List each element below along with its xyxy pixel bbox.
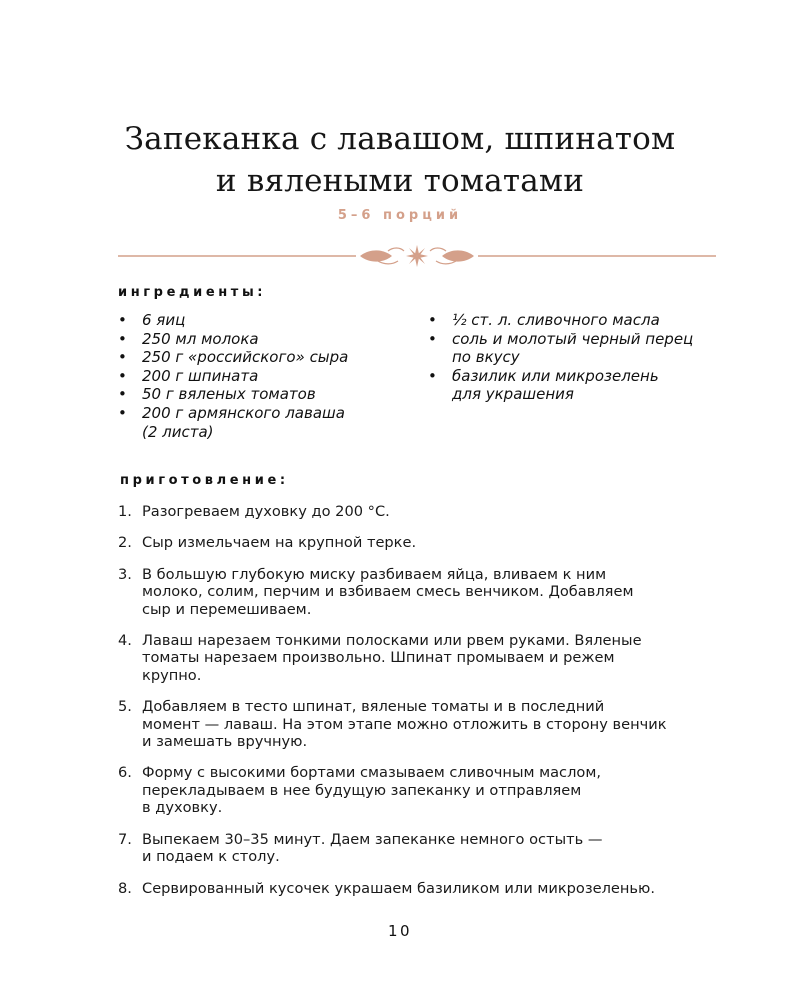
step-text-line: крупно.	[142, 666, 202, 684]
step-number: 2.	[118, 534, 132, 552]
preparation-step	[118, 880, 728, 897]
step-text-line: В большую глубокую миску разбиваем яйца, вливаем к ним	[142, 565, 607, 583]
bullet-icon: •	[118, 311, 127, 329]
preparation-step	[118, 566, 728, 618]
ingredient-item	[428, 367, 728, 404]
step-number: 8.	[118, 879, 132, 897]
ingredient-text-line: по вкусу	[452, 348, 520, 367]
bullet-icon: •	[118, 385, 127, 404]
ingredient-text-line: 200 г армянского лаваша	[142, 403, 345, 422]
step-number: 4.	[118, 632, 132, 650]
step-text-line: Разогреваем духовку до 200 °С.	[142, 503, 390, 520]
ingredient-item	[118, 367, 398, 386]
ingredient-text-line: 250 мл молока	[142, 329, 259, 348]
ingredient-text-line: 200 г шпината	[142, 366, 259, 385]
ingredient-item	[118, 404, 398, 441]
step-text-line: молоко, солим, перчим и взбиваем смесь венчиком. Добавляем	[142, 583, 634, 601]
ingredient-item	[118, 385, 398, 404]
preparation-steps	[118, 503, 728, 911]
step-text-line: момент — лаваш. На этом этапе можно отложить в сторону венчик	[142, 715, 667, 733]
ingredient-item	[118, 311, 398, 330]
step-text-line: перекладываем в нее будущую запеканку и отправляем	[142, 781, 582, 799]
portions-label: 5–6 порций	[337, 208, 463, 223]
ingredients-list-left	[118, 311, 398, 441]
bullet-icon: •	[118, 403, 127, 422]
ingredients-heading: ингредиенты:	[118, 285, 267, 300]
recipe-title-line-2: и вялеными томатами	[215, 163, 585, 199]
recipe-title	[60, 118, 740, 202]
ingredient-text-line: 250 г «российского» сыра	[142, 348, 349, 367]
preparation-step	[118, 831, 728, 866]
step-number: 3.	[118, 565, 132, 583]
preparation-step	[118, 503, 728, 520]
step-text-line: и замешать вручную.	[142, 733, 308, 751]
bullet-icon: •	[118, 329, 127, 348]
ingredient-text-line: для украшения	[452, 385, 574, 404]
bullet-icon: •	[428, 311, 437, 329]
preparation-step	[118, 534, 728, 551]
bullet-icon: •	[118, 348, 127, 367]
ingredient-text-line: 6 яиц	[142, 311, 186, 329]
step-text-line: томаты нарезаем произвольно. Шпинат промываем и режем	[142, 649, 615, 667]
recipe-title-line-1: Запеканка с лавашом, шпинатом	[124, 121, 676, 157]
step-number: 1.	[118, 503, 132, 520]
step-number: 5.	[118, 698, 132, 716]
ingredient-text-line: соль и молотый черный перец	[452, 329, 694, 348]
page-number: 10	[387, 922, 413, 940]
preparation-step	[118, 698, 728, 750]
step-text-line: Выпекаем 30–35 минут. Даем запеканке немного остыть —	[142, 830, 603, 848]
step-number: 7.	[118, 830, 132, 848]
bullet-icon: •	[118, 366, 127, 385]
ingredient-item	[428, 330, 728, 367]
step-text-line: Сыр измельчаем на крупной терке.	[142, 534, 417, 552]
preparation-heading: приготовление:	[120, 473, 289, 488]
bullet-icon: •	[428, 366, 437, 385]
ingredient-text-line: ½ ст. л. сливочного масла	[452, 311, 660, 329]
step-text-line: Сервированный кусочек украшаем базиликом или микрозеленью.	[142, 879, 655, 897]
ingredients-list-right	[428, 311, 728, 404]
floral-ornament-icon	[118, 244, 716, 270]
ingredient-item	[428, 311, 728, 330]
ingredient-text-line: (2 листа)	[142, 422, 214, 441]
bullet-icon: •	[428, 329, 437, 348]
step-text-line: Форму с высокими бортами смазываем сливочным маслом,	[142, 764, 601, 782]
step-text-line: и подаем к столу.	[142, 848, 280, 866]
step-text-line: Лаваш нарезаем тонкими полосками или рвем руками. Вяленые	[142, 632, 642, 650]
step-text-line: в духовку.	[142, 799, 223, 817]
preparation-step	[118, 632, 728, 684]
ingredient-item	[118, 348, 398, 367]
step-text-line: Добавляем в тесто шпинат, вяленые томаты и в последний	[142, 698, 605, 716]
ingredient-text-line: 50 г вяленых томатов	[142, 385, 316, 404]
step-text-line: сыр и перемешиваем.	[142, 600, 312, 618]
step-number: 6.	[118, 764, 132, 782]
ingredient-text-line: базилик или микрозелень	[452, 366, 659, 385]
preparation-step	[118, 764, 728, 816]
ingredient-item	[118, 330, 398, 349]
